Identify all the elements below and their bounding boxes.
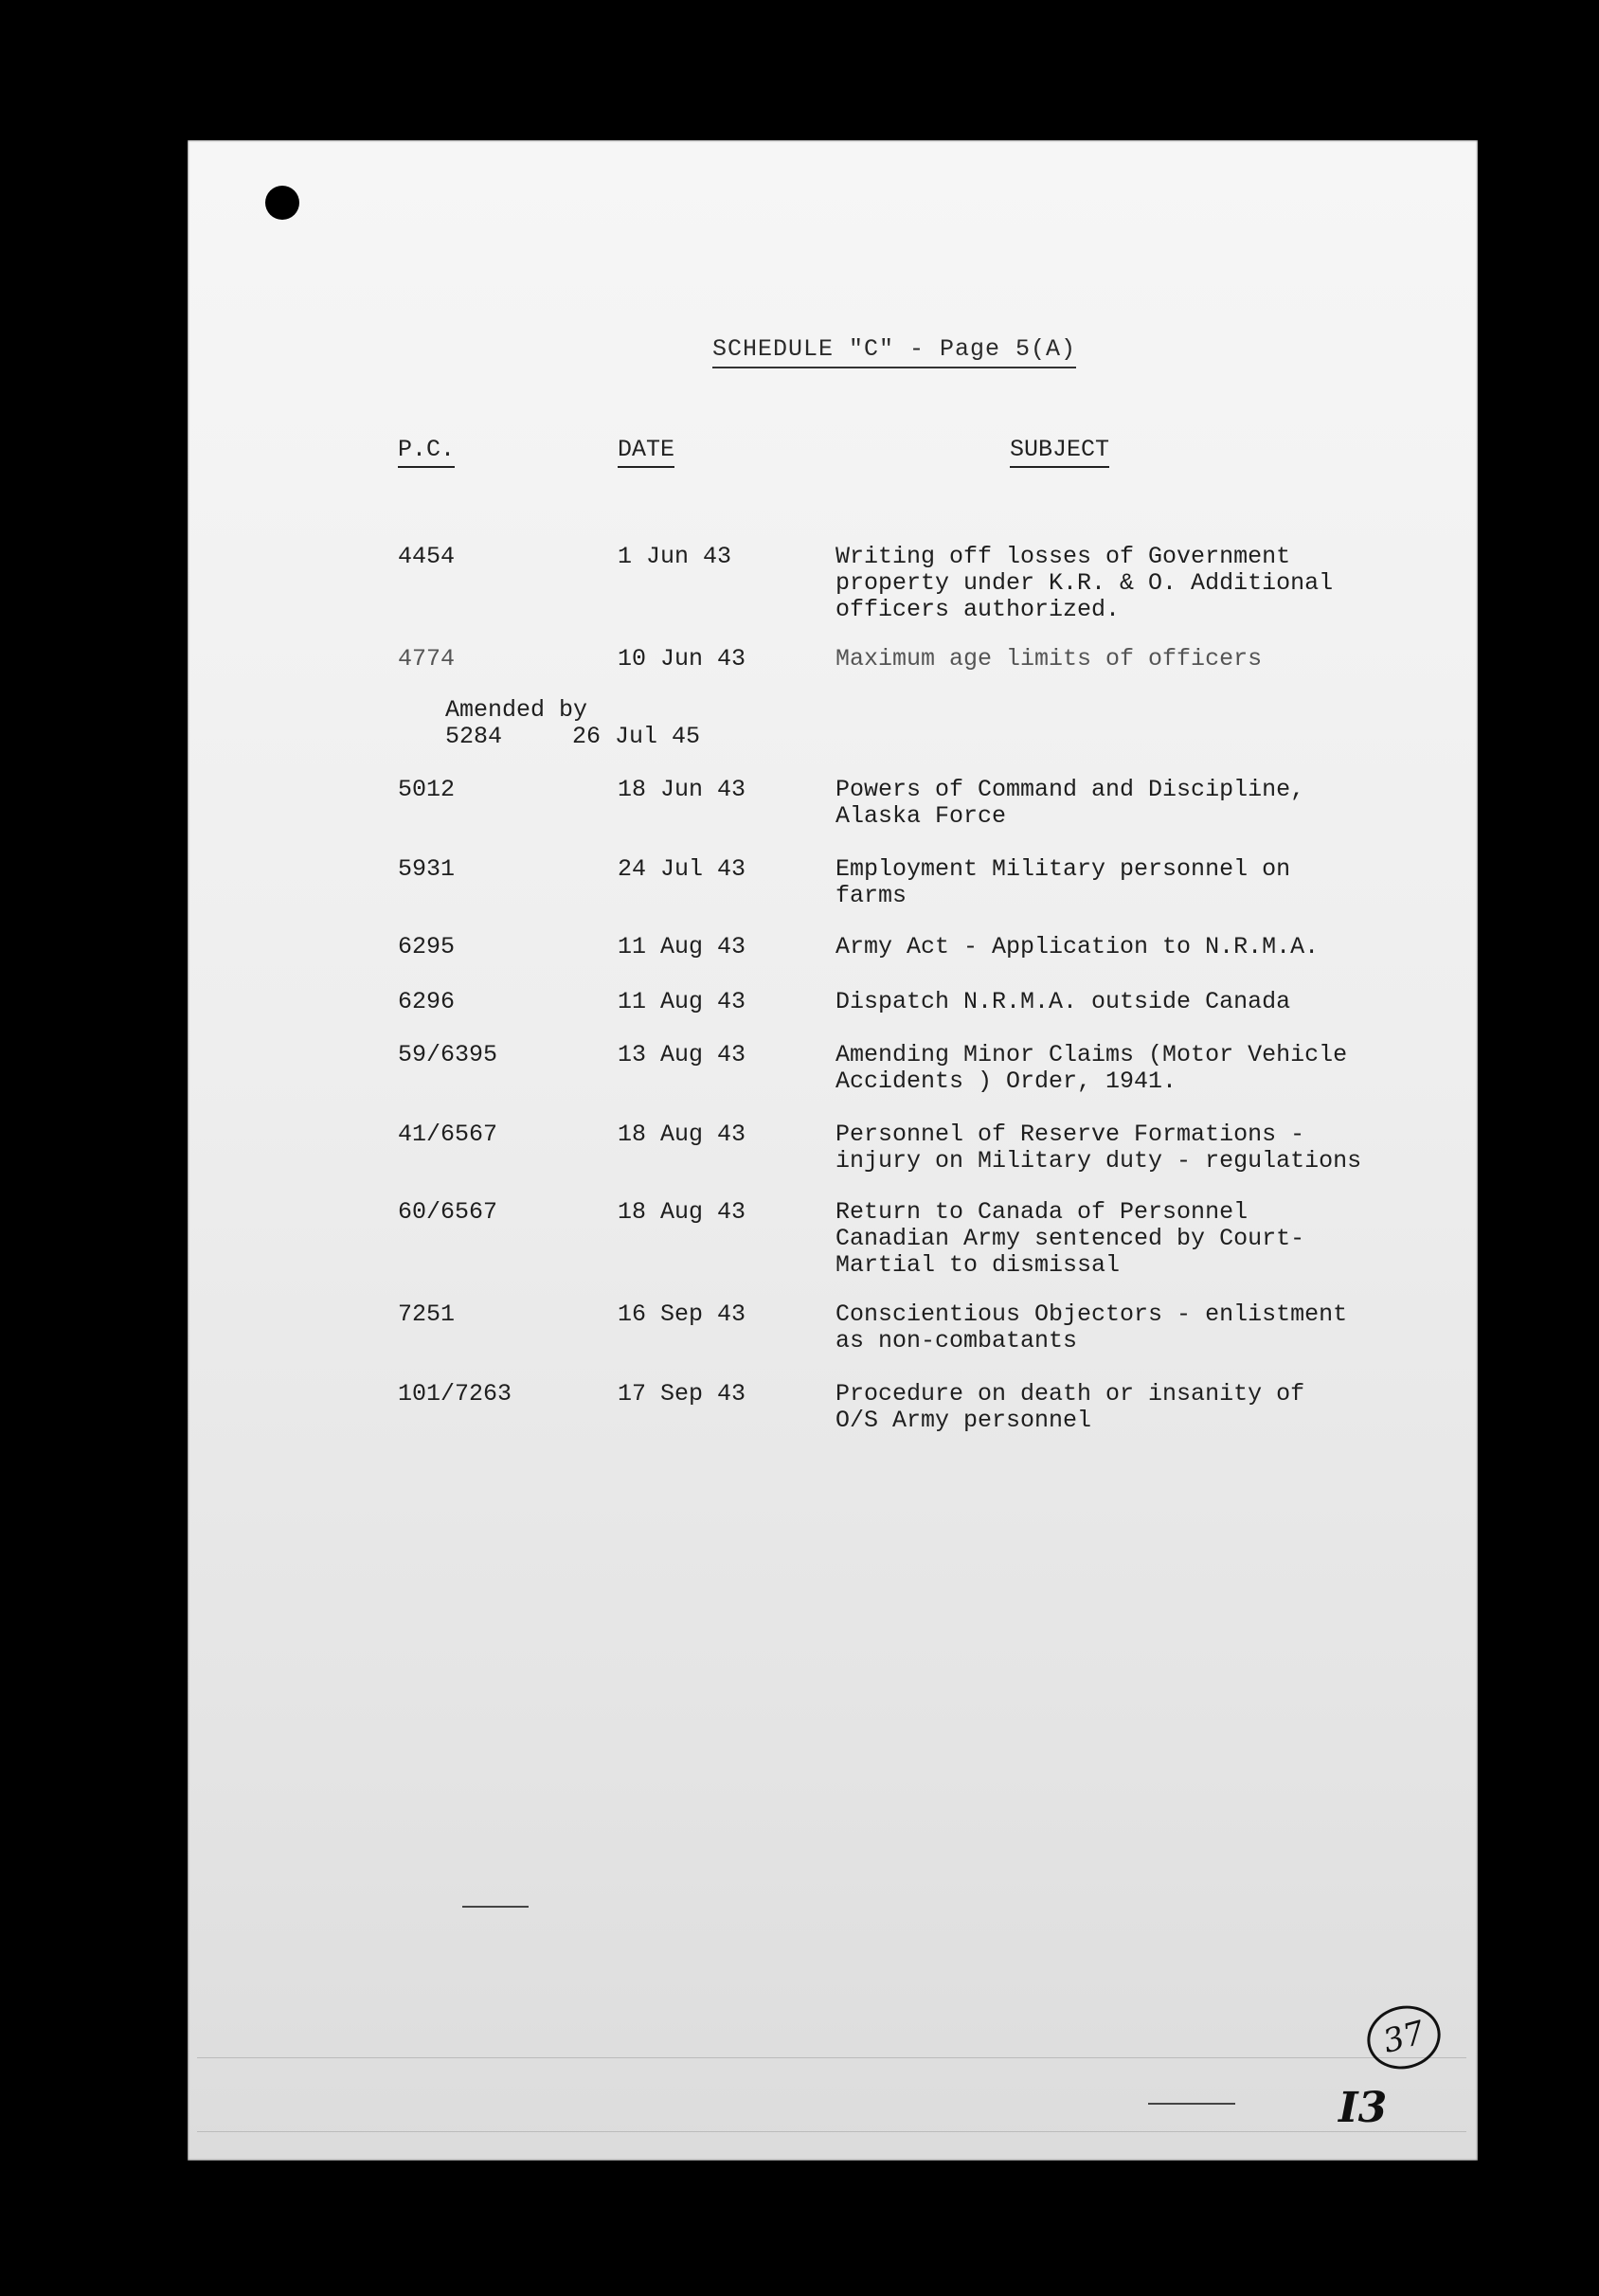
row-pc: 6296 [398, 988, 456, 1015]
row-pc: 41/6567 [398, 1121, 498, 1148]
amendment-pc: 5284 [445, 723, 503, 750]
row-date: 18 Jun 43 [618, 776, 746, 803]
row-subject: Conscientious Objectors - enlistment as non-combatants [835, 1300, 1348, 1354]
row-date: 10 Jun 43 [618, 645, 746, 673]
row-pc: 5931 [398, 855, 456, 883]
page-title: SCHEDULE "C" - Page 5(A) [712, 335, 1076, 368]
row-subject: Personnel of Reserve Formations - injury on Military duty - regulations [835, 1121, 1362, 1175]
row-subject: Employment Military personnel on farms [835, 855, 1291, 909]
row-pc: 6295 [398, 933, 456, 960]
row-pc: 5012 [398, 776, 456, 803]
row-subject: Amending Minor Claims (Motor Vehicle Accidents ) Order, 1941. [835, 1041, 1348, 1095]
row-subject: Return to Canada of Personnel Canadian Army sentenced by Court- Martial to dismissal [835, 1198, 1305, 1279]
row-subject: Maximum age limits of officers [835, 645, 1263, 673]
row-pc: 7251 [398, 1300, 456, 1328]
handwritten-mark: I3 [1338, 2084, 1388, 2132]
row-subject: Writing off losses of Government property under K.R. & O. Additional officers authorized. [835, 543, 1334, 623]
row-pc: 4774 [398, 645, 456, 673]
row-date: 18 Aug 43 [618, 1198, 746, 1226]
circled-page-number: 37 [1360, 1998, 1447, 2077]
scan-line [197, 2131, 1466, 2132]
row-date: 24 Jul 43 [618, 855, 746, 883]
row-date: 1 Jun 43 [618, 543, 732, 570]
row-pc: 101/7263 [398, 1380, 512, 1408]
row-pc: 4454 [398, 543, 456, 570]
scan-line [197, 2057, 1466, 2058]
row-date: 16 Sep 43 [618, 1300, 746, 1328]
row-date: 13 Aug 43 [618, 1041, 746, 1068]
row-date: 11 Aug 43 [618, 988, 746, 1015]
row-date: 18 Aug 43 [618, 1121, 746, 1148]
row-subject: Army Act - Application to N.R.M.A. [835, 933, 1320, 960]
row-date: 17 Sep 43 [618, 1380, 746, 1408]
header-subject: SUBJECT [1010, 436, 1109, 468]
row-subject: Procedure on death or insanity of O/S Army personnel [835, 1380, 1305, 1434]
row-pc: 59/6395 [398, 1041, 498, 1068]
row-date: 11 Aug 43 [618, 933, 746, 960]
row-subject: Powers of Command and Discipline, Alaska Force [835, 776, 1305, 830]
stray-ink-line [1148, 2103, 1235, 2105]
stray-pencil-mark [462, 1906, 529, 1908]
header-date: DATE [618, 436, 674, 468]
amendment-label: Amended by [445, 696, 588, 724]
header-pc: P.C. [398, 436, 455, 468]
punch-hole [265, 186, 299, 220]
row-subject: Dispatch N.R.M.A. outside Canada [835, 988, 1291, 1015]
row-pc: 60/6567 [398, 1198, 498, 1226]
amendment-date: 26 Jul 45 [572, 723, 701, 750]
